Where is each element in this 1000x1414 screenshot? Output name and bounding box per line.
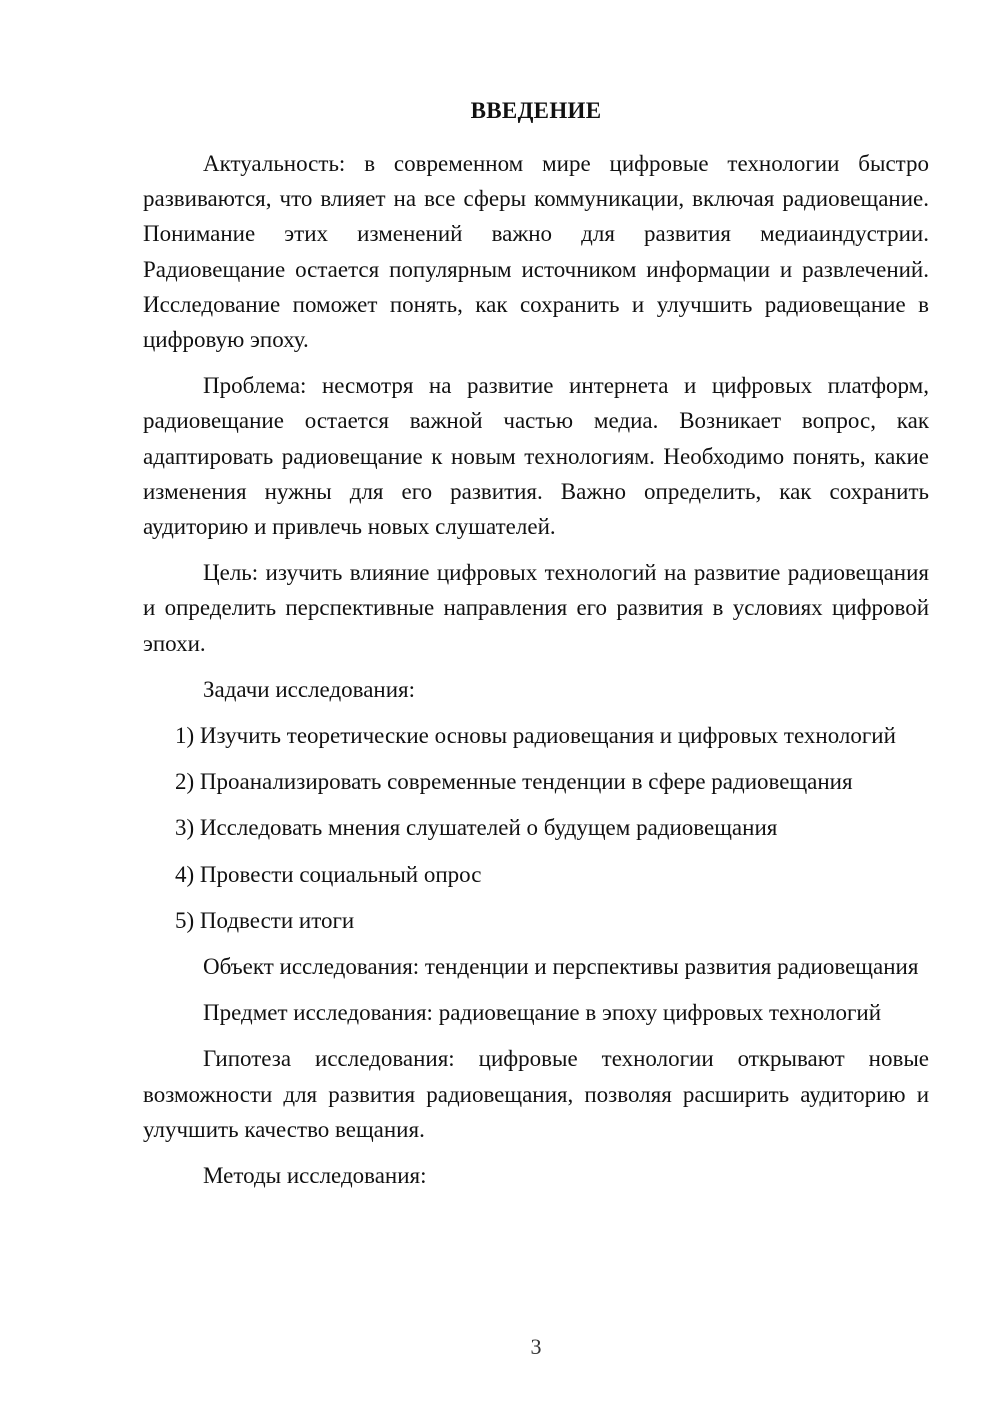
paragraph-subject: Предмет исследования: радиовещание в эпоху цифровых технологий — [203, 1000, 882, 1026]
list-item-task-3: 3) Исследовать мнения слушателей о будущем радиовещания — [175, 815, 778, 841]
paragraph-object: Объект исследования: тенденции и перспективы развития радиовещания — [203, 954, 919, 980]
methods-title: Методы исследования: — [203, 1163, 427, 1189]
list-item-task-4: 4) Провести социальный опрос — [175, 861, 482, 887]
tasks-title: Задачи исследования: — [203, 676, 416, 702]
paragraph-hypothesis: Гипотеза исследования: цифровые технологии открывают новые возможности для развития радиовещания, позволяя расширить аудиторию и улучшить качество вещания. — [143, 1046, 929, 1142]
list-item-task-2: 2) Проанализировать современные тенденции в сфере радиовещания — [175, 769, 853, 795]
page-title: ВВЕДЕНИЕ — [470, 98, 602, 123]
paragraph-relevance: Актуальность: в современном мире цифровые технологии быстро развиваются, что влияет на все сферы коммуникации, включая радиовещание. Понимание этих изменений важно для развития медиаиндустрии. Радиовещание остается популярным источником информации и развлечений. Исследование поможет понять, как сохранить и улучшить радиовещание в цифровую эпоху. — [143, 151, 929, 353]
list-item-task-1: 1) Изучить теоретические основы радиовещания и цифровых технологий — [175, 723, 896, 749]
paragraph-problem: Проблема: несмотря на развитие интернета и цифровых платформ, радиовещание остается важной частью медиа. Возникает вопрос, как адаптировать радиовещание к новым технологиям. Необходимо понять, какие изменения нужны для его развития. Важно определить, как сохранить аудиторию и привлечь новых слушателей. — [143, 373, 929, 540]
paragraph-goal: Цель: изучить влияние цифровых технологий на развитие радиовещания и определить перспективные направления его развития в условиях цифровой эпохи. — [143, 560, 929, 656]
list-item-task-5: 5) Подвести итоги — [175, 907, 355, 933]
page-number: 3 — [530, 1334, 542, 1359]
document-page — [143, 96, 929, 1193]
